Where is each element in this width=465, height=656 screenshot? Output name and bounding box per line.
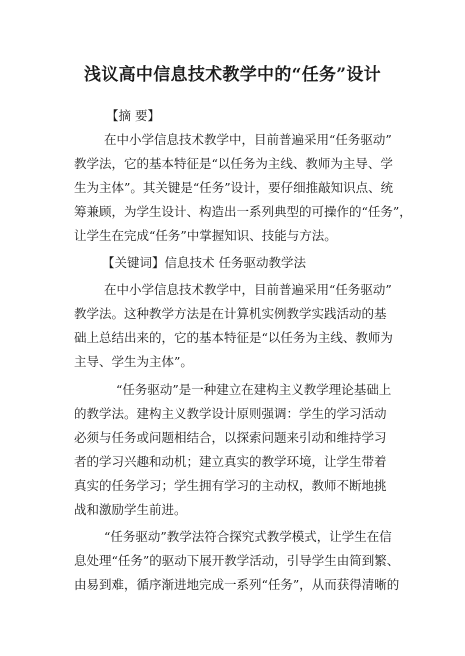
paragraph2-line: 真实的任务学习；学生拥有学习的主动权，教师不断地挑 — [74, 478, 387, 493]
abstract-line: 让学生在完成“任务”中掌握知识、技能与方法。 — [74, 228, 337, 243]
paragraph2-line: 者的学习兴趣和动机；建立真实的教学环境，让学生带着 — [74, 454, 387, 469]
abstract-line: 生为主体”。其关键是“任务”设计，要仔细推敲知识点、统 — [74, 180, 394, 195]
abstract-heading: 【摘 要】 — [106, 108, 160, 123]
abstract-line: 筹兼顾，为学生设计、构造出一系列典型的可操作的“任务”， — [74, 204, 412, 219]
paragraph1-line: 础上总结出来的，它的基本特征是“以任务为主线、教师为 — [74, 330, 393, 345]
paragraph2-line: 的教学法。建构主义教学设计原则强调：学生的学习活动 — [74, 406, 387, 421]
paragraph3-line: “任务驱动”教学法符合探究式教学模式，让学生在信 — [104, 529, 392, 544]
document-title: 浅议高中信息技术教学中的“任务”设计 — [84, 65, 381, 85]
paragraph2-line: 必须与任务或问题相结合，以探索问题来引动和维持学习 — [74, 430, 387, 445]
keywords-line: 【关键词】信息技术 任务驱动教学法 — [102, 255, 306, 270]
abstract-line: 在中小学信息技术教学中，目前普遍采用“任务驱动” — [104, 132, 392, 147]
paragraph2-line: “任务驱动”是一种建立在建构主义教学理论基础上 — [116, 382, 392, 397]
abstract-line: 教学法，它的基本特征是“以任务为主线、教师为主导、学 — [74, 156, 393, 171]
paragraph2-line: 战和激励学生前进。 — [74, 502, 187, 517]
paragraph1-line: 主导、学生为主体”。 — [74, 354, 193, 369]
paragraph1-line: 在中小学信息技术教学中，目前普遍采用“任务驱动” — [104, 282, 392, 297]
paragraph1-line: 教学法。这种教学方法是在计算机实例教学实践活动的基 — [74, 306, 387, 321]
paragraph3-line: 息处理“任务”的驱动下展开教学活动，引导学生由简到繁、 — [74, 553, 400, 568]
paragraph3-line: 由易到难，循序渐进地完成一系列“任务”，从而获得清晰的 — [74, 577, 400, 592]
